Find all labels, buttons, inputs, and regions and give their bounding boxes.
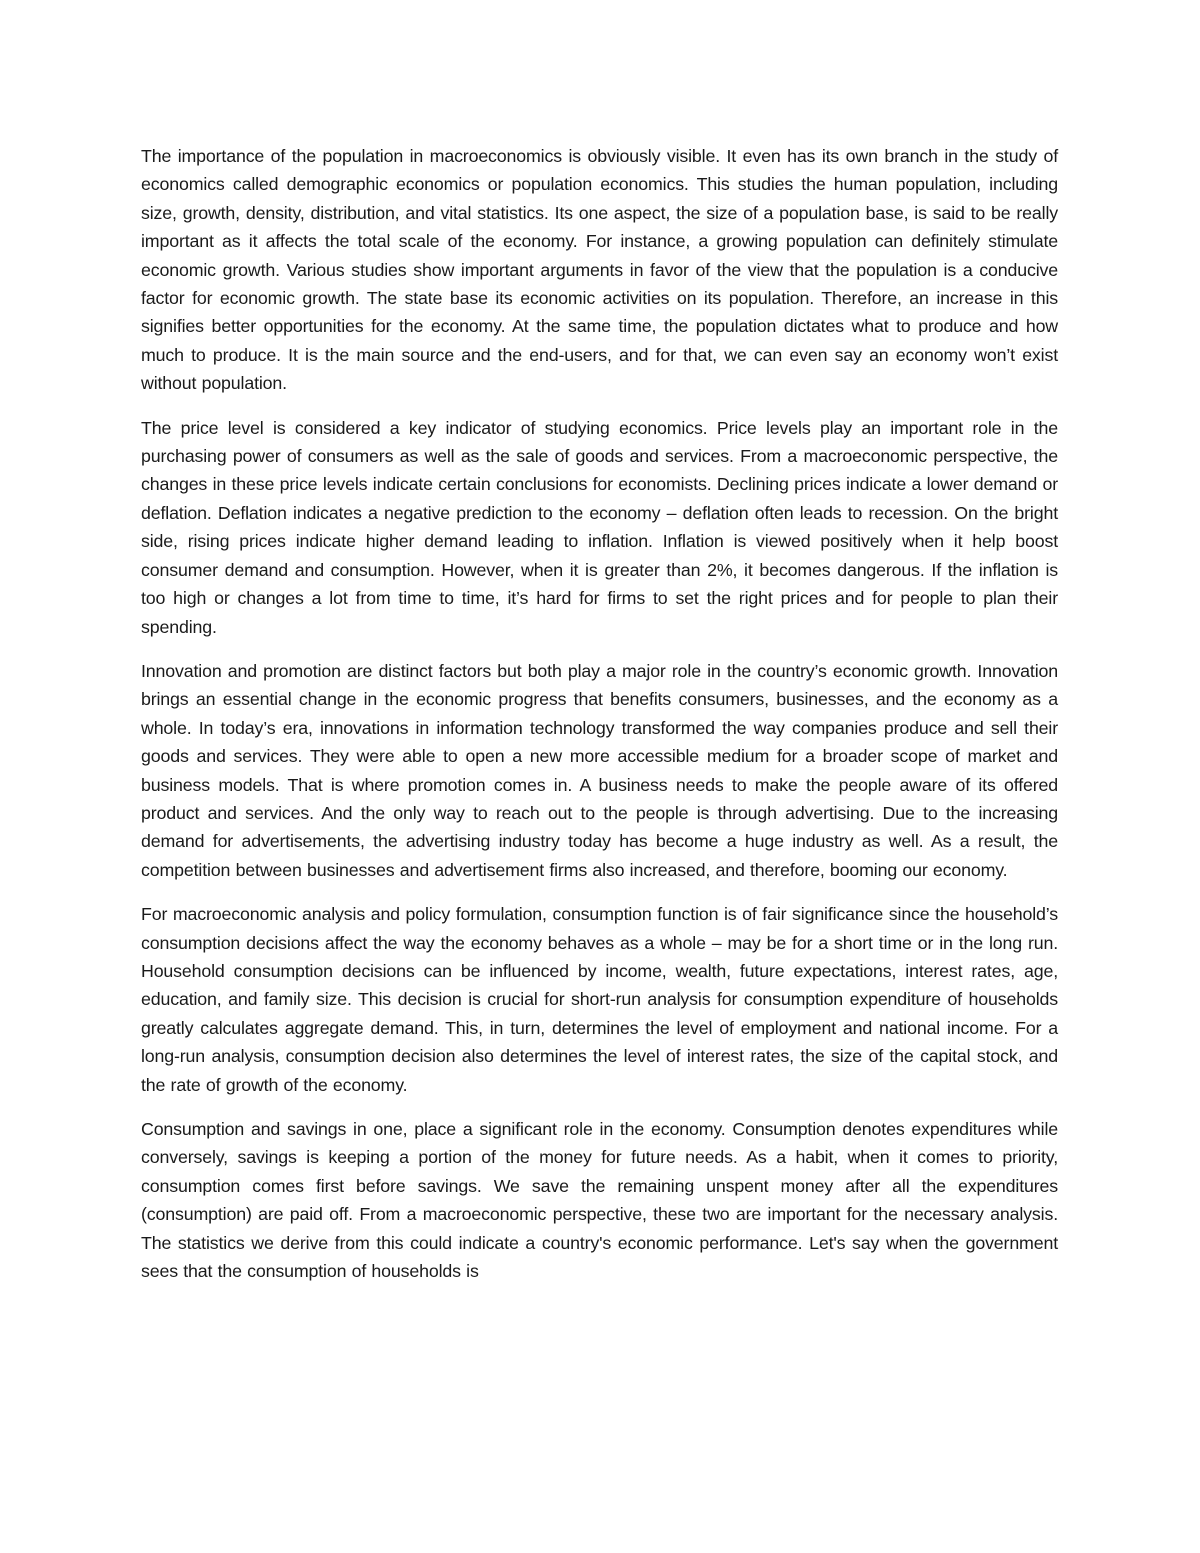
paragraph-price-level: The price level is considered a key indicator of studying economics. Price levels play an important role in the purchasing power of consumers as well as the sale of goods and services. From a macroeconomic perspective, the changes in these price levels indicate certain conclusions for economists. Declining prices indicate a lower demand or deflation. Deflation indicates a negative prediction to the economy – deflation often leads to recession. On the bright side, rising prices indicate higher demand leading to inflation. Inflation is viewed positively when it help boost consumer demand and consumption. However, when it is greater than 2%, it becomes dangerous. If the inflation is too high or changes a lot from time to time, it’s hard for firms to set the right prices and for people to plan their spending. — [141, 417, 1058, 637]
paragraph-innovation-promotion: Innovation and promotion are distinct factors but both play a major role in the country’s economic growth. Innovation brings an essential change in the economic progress that benefits consumers, businesses, and the economy as a whole. In today’s era, innovations in information technology transformed the way companies produce and sell their goods and services. They were able to open a new more accessible medium for a broader scope of market and business models. That is where promotion comes in. A business needs to make the people aware of its offered product and services. And the only way to reach out to the people is through advertising. Due to the increasing demand for advertisements, the advertising industry today has become a huge industry as well. As a result, the competition between businesses and advertisement firms also increased, and therefore, booming our economy. — [141, 660, 1058, 880]
paragraph-population: The importance of the population in macroeconomics is obviously visible. It even has its own branch in the study of economics called demographic economics or population economics. This studies the human population, including size, growth, density, distribution, and vital statistics. Its one aspect, the size of a population base, is said to be really important as it affects the total scale of the economy. For instance, a growing population can definitely stimulate economic growth. Various studies show important arguments in favor of the view that the population is a conducive factor for economic growth. The state base its economic activities on its population. Therefore, an increase in this signifies better opportunities for the economy. At the same time, the population dictates what to produce and how much to produce. It is the main source and the end-users, and for that, we can even say an economy won’t exist without population. — [141, 146, 1058, 394]
paragraph-consumption-savings: Consumption and savings in one, place a significant role in the economy. Consumption denotes expenditures while conversely, savings is keeping a portion of the money for future needs. As a habit, when it comes to priority, consumption comes first before savings. We save the remaining unspent money after all the expenditures (consumption) are paid off. From a macroeconomic perspective, these two are important for the necessary analysis. The statistics we derive from this could indicate a country's economic performance. Let's say when the government sees that the consumption of households is — [141, 1119, 1058, 1282]
document-body — [141, 142, 1058, 1301]
paragraph-consumption-function: For macroeconomic analysis and policy formulation, consumption function is of fair significance since the household’s consumption decisions affect the way the economy behaves as a whole – may be for a short time or in the long run. Household consumption decisions can be influenced by income, wealth, future expectations, interest rates, age, education, and family size. This decision is crucial for short-run analysis for consumption expenditure of households greatly calculates aggregate demand. This, in turn, determines the level of employment and national income. For a long-run analysis, consumption decision also determines the level of interest rates, the size of the capital stock, and the rate of growth of the economy. — [141, 904, 1058, 1095]
